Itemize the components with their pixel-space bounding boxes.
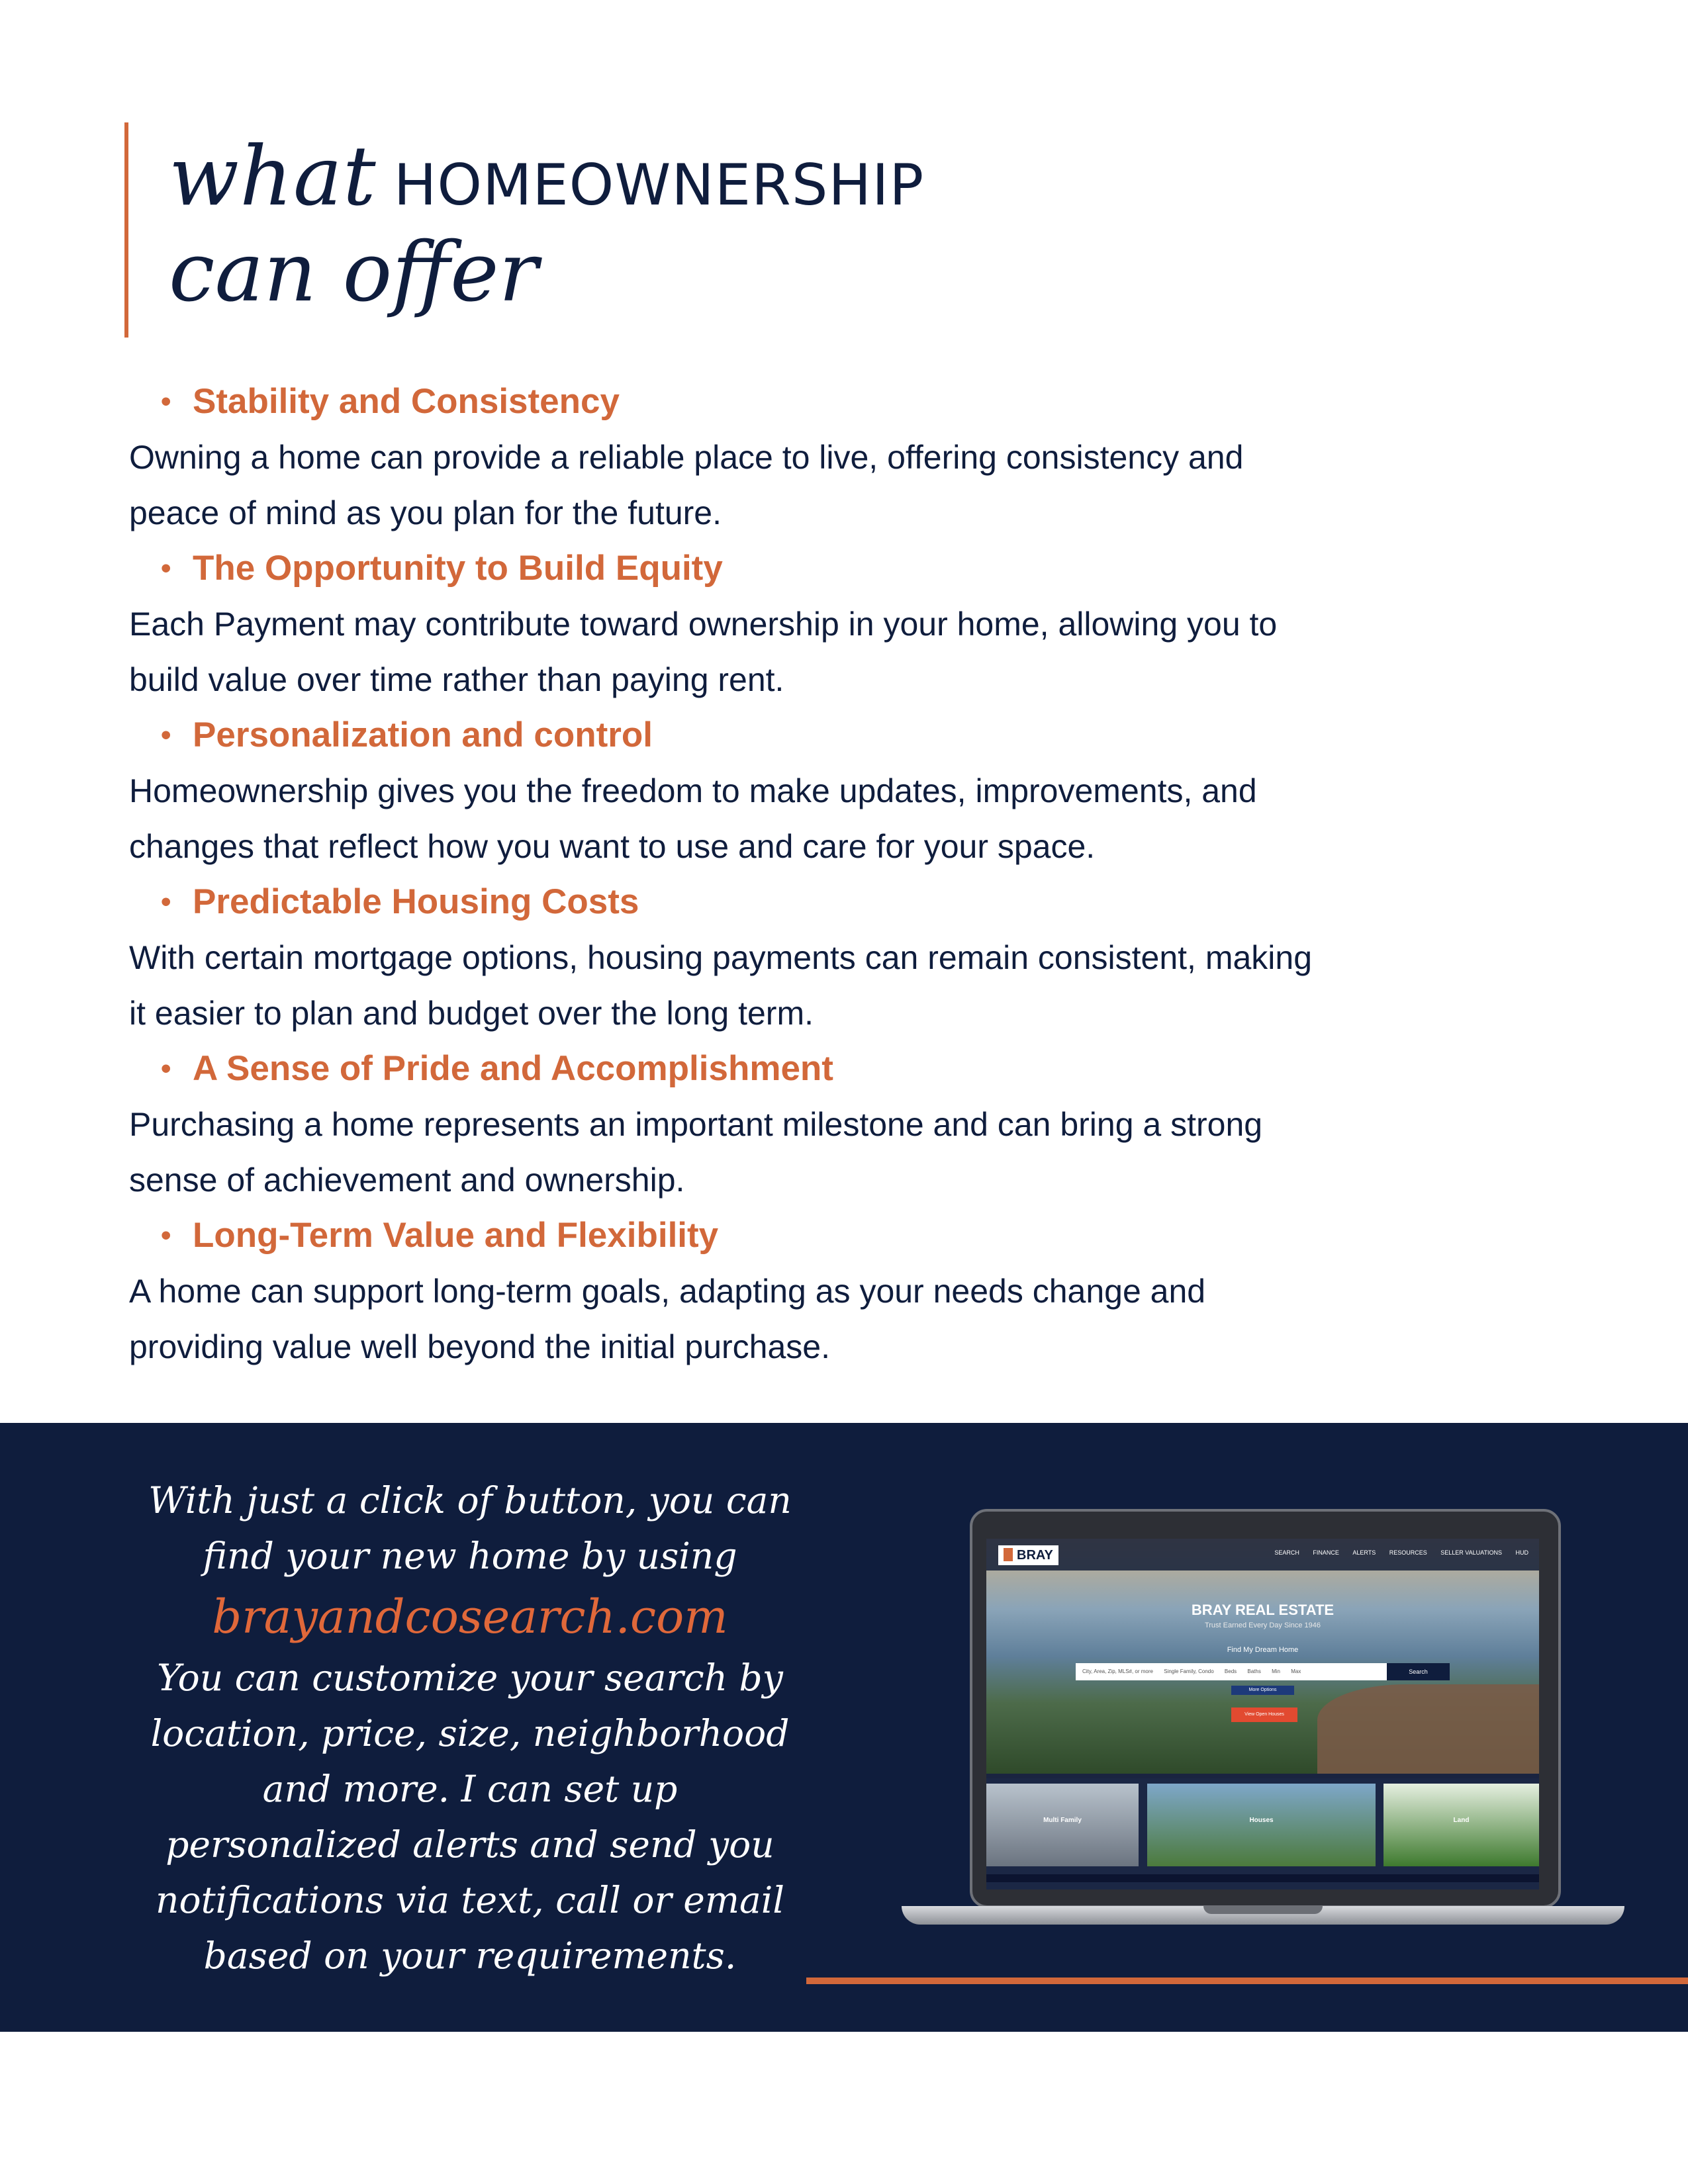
promo-line: and more. I can set up	[262, 1768, 678, 1810]
benefit-body-line: Purchasing a home represents an important milestone and can bring a strong	[129, 1106, 1263, 1143]
search-field: City, Area, Zip, MLS#, or more	[1082, 1668, 1153, 1674]
benefit-body-line: Owning a home can provide a reliable place to live, offering consistency and	[129, 439, 1244, 476]
website-link[interactable]: brayandcosearch.com	[212, 1590, 728, 1644]
site-logo: BRAY	[998, 1545, 1058, 1565]
tile-footer-bar	[986, 1874, 1539, 1882]
nav-item-seller-valuations: SELLER VALUATIONS	[1440, 1549, 1502, 1556]
benefit-body-line: A home can support long-term goals, adapting as your needs change and	[129, 1273, 1206, 1310]
benefit-item	[129, 1208, 1585, 1375]
search-field: Beds	[1224, 1668, 1237, 1674]
bullet-icon: •	[161, 1052, 171, 1085]
benefit-item	[129, 374, 1585, 541]
benefit-heading: • The Opportunity to Build Equity	[129, 541, 1585, 596]
title-script-what: what	[169, 129, 377, 224]
benefit-heading: • Long-Term Value and Flexibility	[129, 1208, 1585, 1263]
laptop-screen	[986, 1539, 1539, 1889]
open-houses-button: View Open Houses	[1231, 1707, 1297, 1722]
search-field: Single Family, Condo	[1164, 1668, 1214, 1674]
more-options-button: More Options	[1231, 1686, 1294, 1695]
benefit-heading: • Predictable Housing Costs	[129, 874, 1585, 930]
property-tiles	[986, 1778, 1539, 1889]
title-caps-homeownership: HOMEOWNERSHIP	[393, 152, 925, 218]
site-search-bar	[1076, 1663, 1387, 1680]
page-title	[169, 129, 924, 228]
hero-rock-shape	[1317, 1684, 1539, 1774]
search-field: Baths	[1247, 1668, 1261, 1674]
promo-text	[132, 1473, 808, 1983]
nav-item-hud: HUD	[1515, 1549, 1528, 1556]
hero-title: BRAY REAL ESTATE	[1191, 1602, 1335, 1618]
bullet-icon: •	[161, 1219, 171, 1251]
nav-item-alerts: ALERTS	[1352, 1549, 1376, 1556]
logo-mark-icon	[1004, 1548, 1013, 1561]
tile-land: Land	[1383, 1784, 1539, 1866]
promo-line: You can customize your search by	[157, 1657, 783, 1699]
benefit-heading: • Personalization and control	[129, 707, 1585, 763]
bullet-icon: •	[161, 552, 171, 584]
tile-multi-family: Multi Family	[986, 1784, 1139, 1866]
search-field: Min	[1272, 1668, 1280, 1674]
nav-item-finance: FINANCE	[1313, 1549, 1339, 1556]
bullet-icon: •	[161, 385, 171, 418]
search-field: Max	[1291, 1668, 1301, 1674]
bullet-icon: •	[161, 886, 171, 918]
laptop-notch	[1203, 1906, 1323, 1914]
nav-item-resources: RESOURCES	[1389, 1549, 1427, 1556]
tile-houses: Houses	[1147, 1784, 1376, 1866]
hero-subtitle: Trust Earned Every Day Since 1946	[1204, 1621, 1321, 1629]
benefits-list	[129, 374, 1585, 1375]
promo-line: With just a click of button, you can	[148, 1479, 792, 1522]
benefit-body-line: it easier to plan and budget over the long term.	[129, 995, 814, 1032]
bullet-icon: •	[161, 719, 171, 751]
promo-line: find your new home by using	[203, 1535, 737, 1577]
find-label: Find My Dream Home	[1227, 1646, 1299, 1654]
benefit-body-line: With certain mortgage options, housing payments can remain consistent, making	[129, 939, 1313, 976]
title-script-can-offer: can offer	[169, 225, 538, 320]
benefit-body-line: Each Payment may contribute toward ownership in your home, allowing you to	[129, 606, 1278, 643]
site-nav	[986, 1539, 1539, 1570]
benefit-item	[129, 1041, 1585, 1208]
benefit-item	[129, 541, 1585, 707]
benefit-body-line: Homeownership gives you the freedom to make updates, improvements, and	[129, 772, 1257, 809]
nav-item-search: SEARCH	[1274, 1549, 1299, 1556]
site-search-button: Search	[1387, 1663, 1450, 1680]
orange-divider	[806, 1978, 1688, 1984]
title-accent-bar	[124, 122, 128, 338]
benefit-body-line: providing value well beyond the initial purchase.	[129, 1328, 830, 1365]
benefit-body-line: sense of achievement and ownership.	[129, 1161, 685, 1199]
site-nav-items	[1262, 1549, 1528, 1556]
benefit-item	[129, 874, 1585, 1041]
promo-line: location, price, size, neighborhood	[150, 1712, 790, 1754]
promo-line: based on your requirements.	[203, 1934, 737, 1977]
benefit-body-line: build value over time rather than paying rent.	[129, 661, 784, 698]
benefit-body-line: peace of mind as you plan for the future.	[129, 494, 722, 531]
benefit-heading: • A Sense of Pride and Accomplishment	[129, 1041, 1585, 1097]
promo-line: personalized alerts and send you	[165, 1823, 774, 1866]
benefit-heading: • Stability and Consistency	[129, 374, 1585, 430]
benefit-body-line: changes that reflect how you want to use and care for your space.	[129, 828, 1096, 865]
benefit-item	[129, 707, 1585, 874]
promo-line: notifications via text, call or email	[156, 1879, 784, 1921]
